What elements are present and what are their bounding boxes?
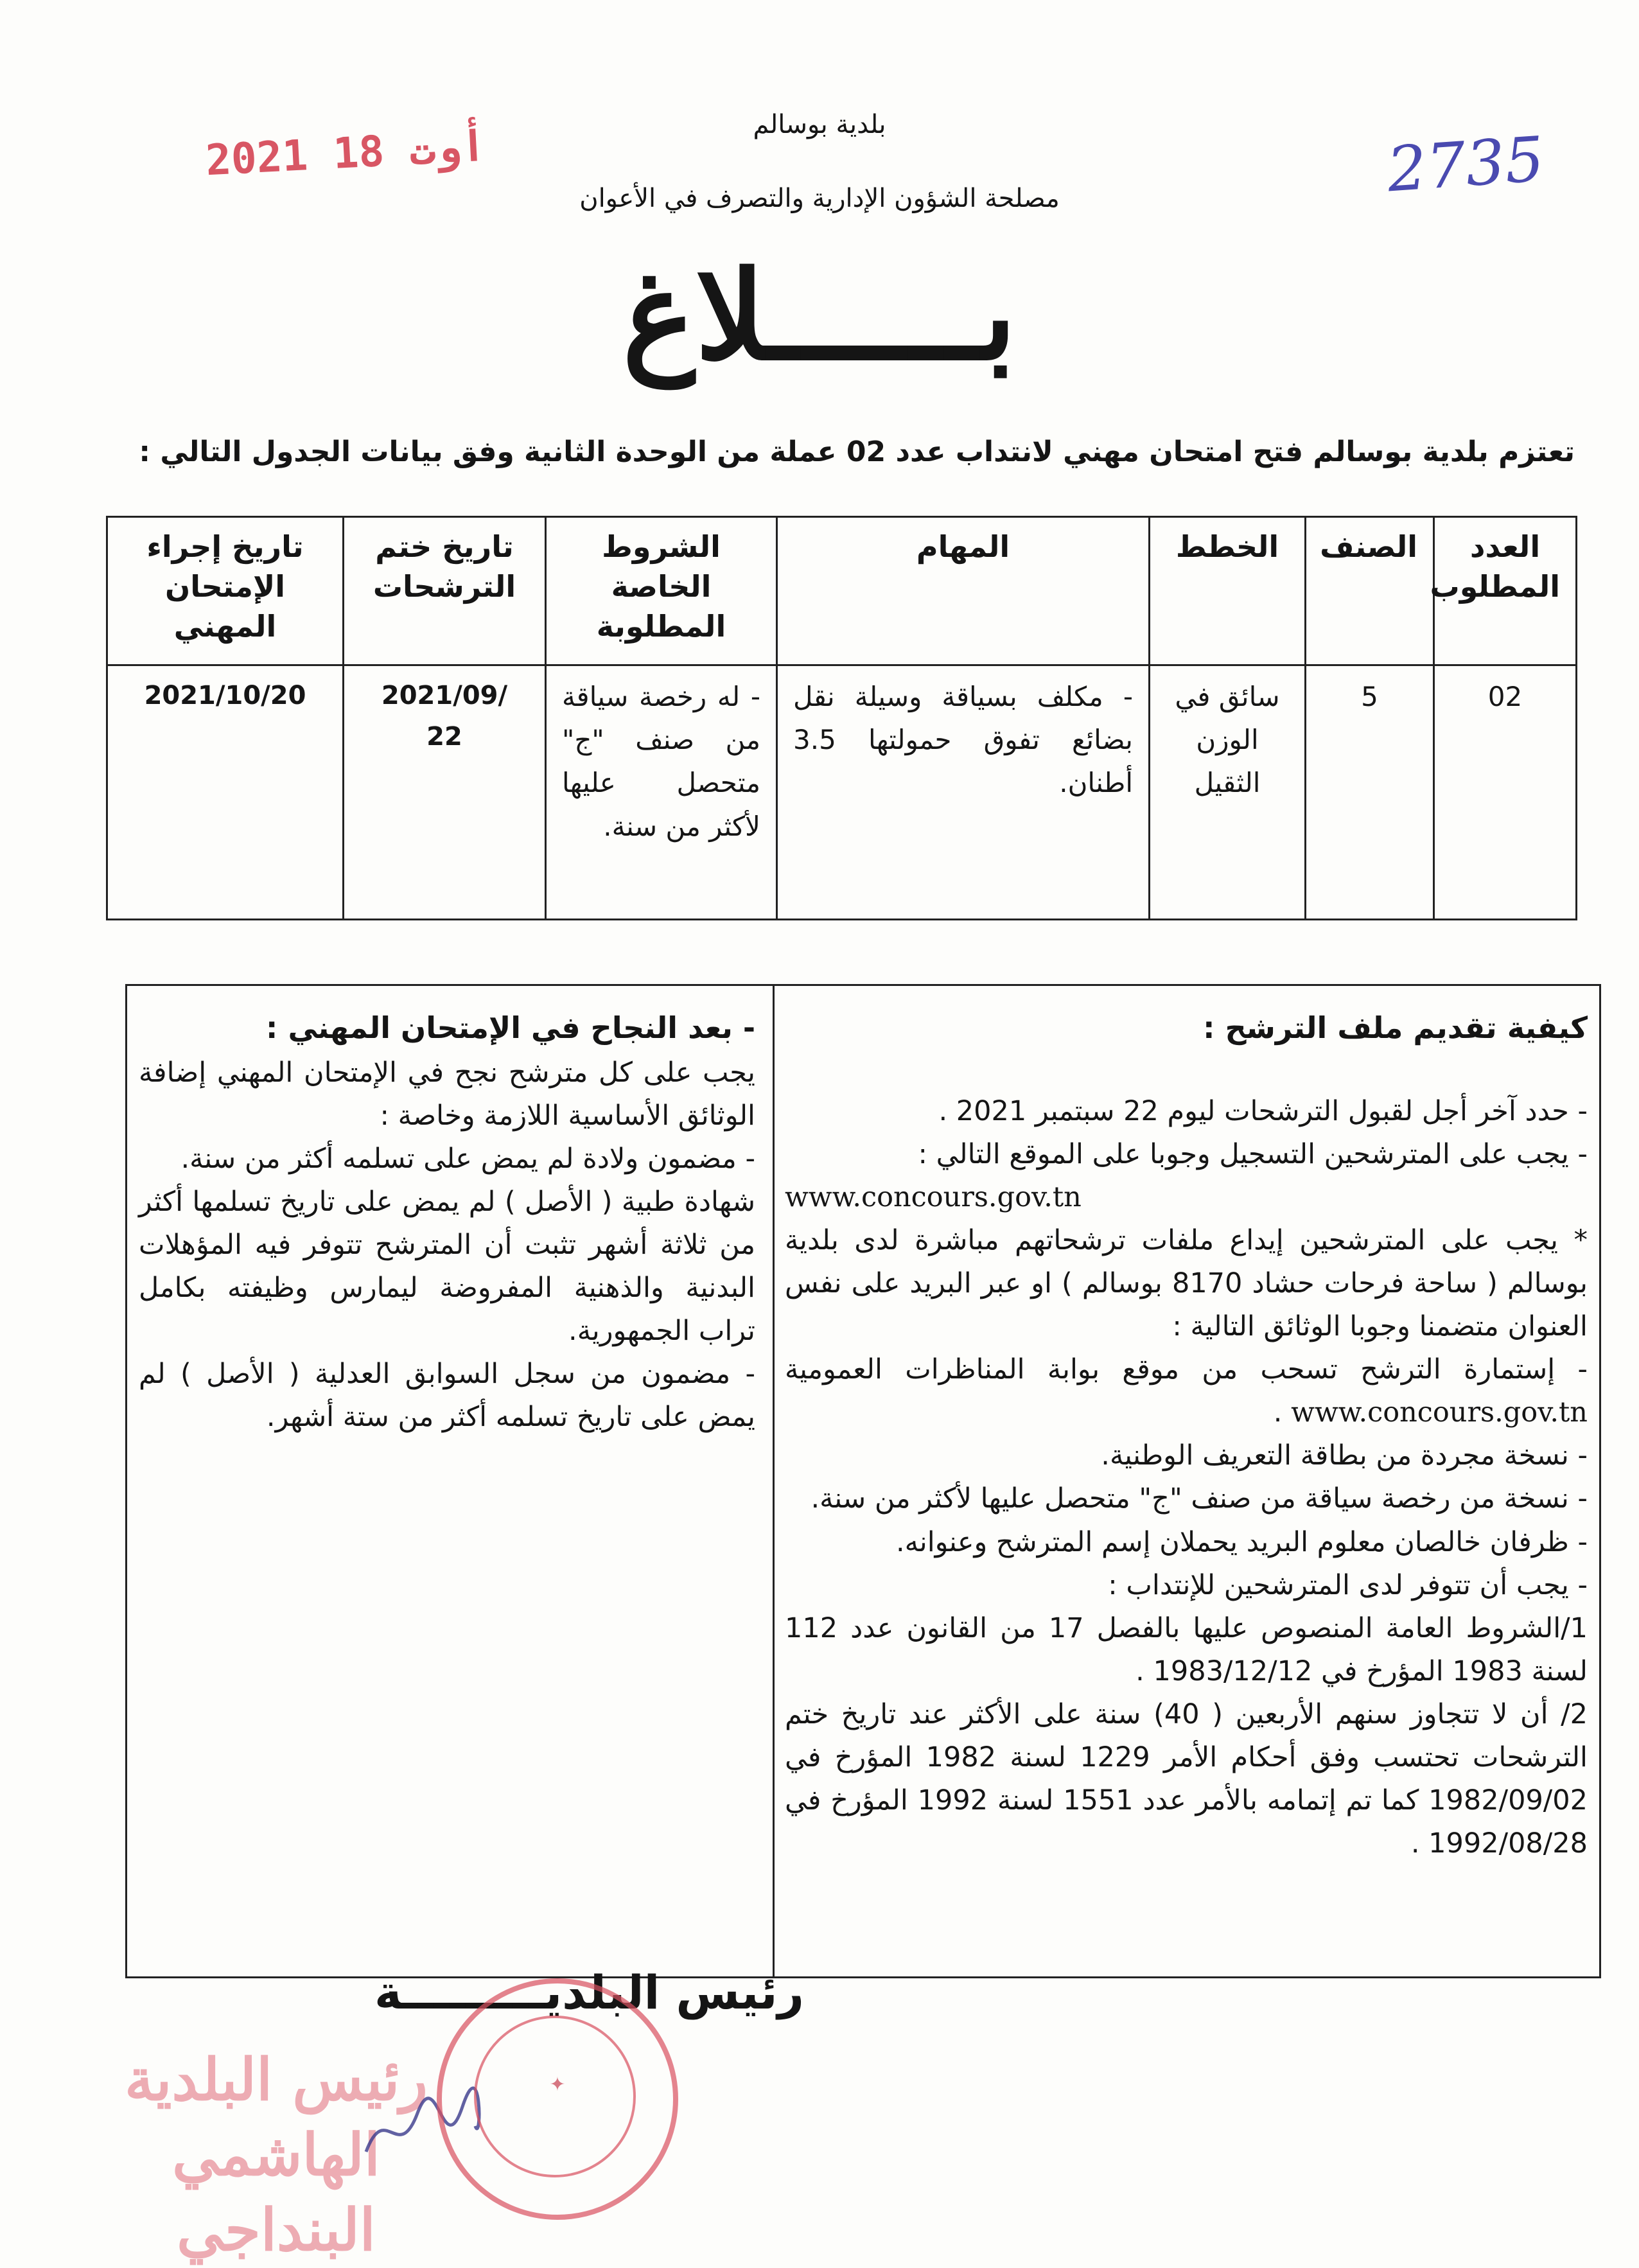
apply-line: 2/ أن لا تتجاوز سنهم الأربعين ( 40) سنة على الأكثر عند تاريخ ختم الترشحات تحتسب وفق أحكام الأمر 1229 لسنة 1982 المؤرخ في 1982/09/02 كما تم إتمامه بالأمر عدد 1551 لسنة 1992 المؤرخ في 1992/08/28 . [785,1698,1588,1860]
application-info-box [125,984,1601,1978]
header-deadline: تاريخ ختم الترشحات [344,517,546,665]
concours-link[interactable]: www.concours.gov.tn [785,1181,1082,1213]
received-date-stamp: 2021 أوت 18 [204,121,487,186]
how-to-apply-section [785,1005,1588,1865]
header-position: الخطط [1150,517,1306,665]
success-line: يجب على كل مترشح نجح في الإمتحان المهني إضافة الوثائق الأساسية اللازمة وخاصة : [139,1056,755,1132]
stamp-line: الهاشمي البنداجي [172,2121,380,2264]
cell-count: 02 [1434,665,1577,920]
municipality-name: بلدية بوسالم [753,110,886,139]
header-exam-date: تاريخ إجراء الإمتحان المهني [107,517,344,665]
header-tasks: المهام [777,517,1150,665]
url-suffix: . [1273,1396,1292,1429]
success-line: - مضمون ولادة لم يمض على تسلمه أكثر من سنة. [180,1142,755,1175]
header-count: العدد المطلوب [1434,517,1577,665]
after-success-title: - بعد النجاح في الإمتحان المهني : [266,1010,755,1045]
cell-grade: 5 [1306,665,1434,920]
apply-line: 1/الشروط العامة المنصوص عليها بالفصل 17 من القانون عدد 112 لسنة 1983 المؤرخ في 1983/12/12 . [785,1612,1588,1687]
apply-line: * يجب على المترشحين إيداع ملفات ترشحاتهم مباشرة لدى بلدية بوسالم ( ساحة فرحات حشاد 8170 بوسالم ) او عبر البريد على نفس العنوان متضمنا وجوبا الوثائق التالية : [785,1224,1588,1343]
department-name: مصلحة الشؤون الإدارية والتصرف في الأعوان [579,184,1060,213]
success-line: شهادة طبية ( الأصل ) لم يمض على تاريخ تسلمها أكثر من ثلاثة أشهر تثبت أن المترشح تتوفر فيه المؤهلات البدنية والذهنية المفروضة ليمارس وظيفته بكامل تراب الجمهورية. [139,1185,755,1348]
page-title: بــــــلاغ [622,244,1017,387]
success-line: - مضمون من سجل السوابق العدلية ( الأصل ) لم يمض على تاريخ تسلمه أكثر من ستة أشهر. [139,1358,755,1434]
positions-table [106,516,1577,920]
cell-tasks: - مكلف بسياقة وسيلة نقل بضائع تفوق حمولتها 3.5 أطنان. [777,665,1150,920]
stamp-line: رئيس البلدية [125,2046,428,2114]
after-success-section [139,1005,755,1439]
apply-line [785,1348,1588,1434]
concours-link-2[interactable]: www.concours.gov.tn [1291,1396,1588,1429]
apply-line: - ظرفان خالصان معلوم البريد يحملان إسم المترشح وعنوانه. [896,1525,1588,1558]
apply-url-line [785,1176,1588,1219]
apply-line: - نسخة مجردة من بطاقة التعريف الوطنية. [1101,1439,1588,1472]
apply-line: - نسخة من رخصة سياقة من صنف "ج" متحصل عليها لأكثر من سنة. [811,1482,1588,1515]
header-conditions: الشروط الخاصة المطلوبة [546,517,777,665]
municipality-seal [437,1978,678,2220]
column-divider [773,986,775,1976]
how-to-apply-title: كيفية تقديم ملف الترشح : [1203,1010,1588,1045]
signature-title: رئيس البلديـــــــــة [374,1965,804,2019]
reference-number: 2735 [1385,123,1547,206]
announcement-intro: تعتزم بلدية بوسالم فتح امتحان مهني لانتداب عدد 02 عملة من الوحدة الثانية وفق بيانات الجدول التالي : [139,435,1575,468]
cell-deadline: 2021/09/ 22 [344,665,546,920]
apply-line: - يجب أن تتوفر لدى المترشحين للإنتداب : [1108,1569,1588,1601]
apply-line-text: - إستمارة الترشح تسحب من موقع بوابة المناظرات العمومية [785,1353,1588,1386]
apply-line: - حدد آخر أجل لقبول الترشحات ليوم 22 سبتمبر 2021 . [938,1094,1588,1127]
header-grade: الصنف [1306,517,1434,665]
seal-inner-ring [474,2016,636,2177]
cell-conditions: - له رخصة سياقة من صنف "ج" متحصل عليها لأكثر من سنة. [546,665,777,920]
table-header-row [107,517,1577,665]
apply-line: - يجب على المترشحين التسجيل وجوبا على الموقع التالي : [918,1138,1588,1170]
table-row [107,665,1577,920]
cell-exam-date: 2021/10/20 [107,665,344,920]
cell-position: سائق في الوزن الثقيل [1150,665,1306,920]
seal-emblem-icon: ✦ [549,2073,566,2096]
